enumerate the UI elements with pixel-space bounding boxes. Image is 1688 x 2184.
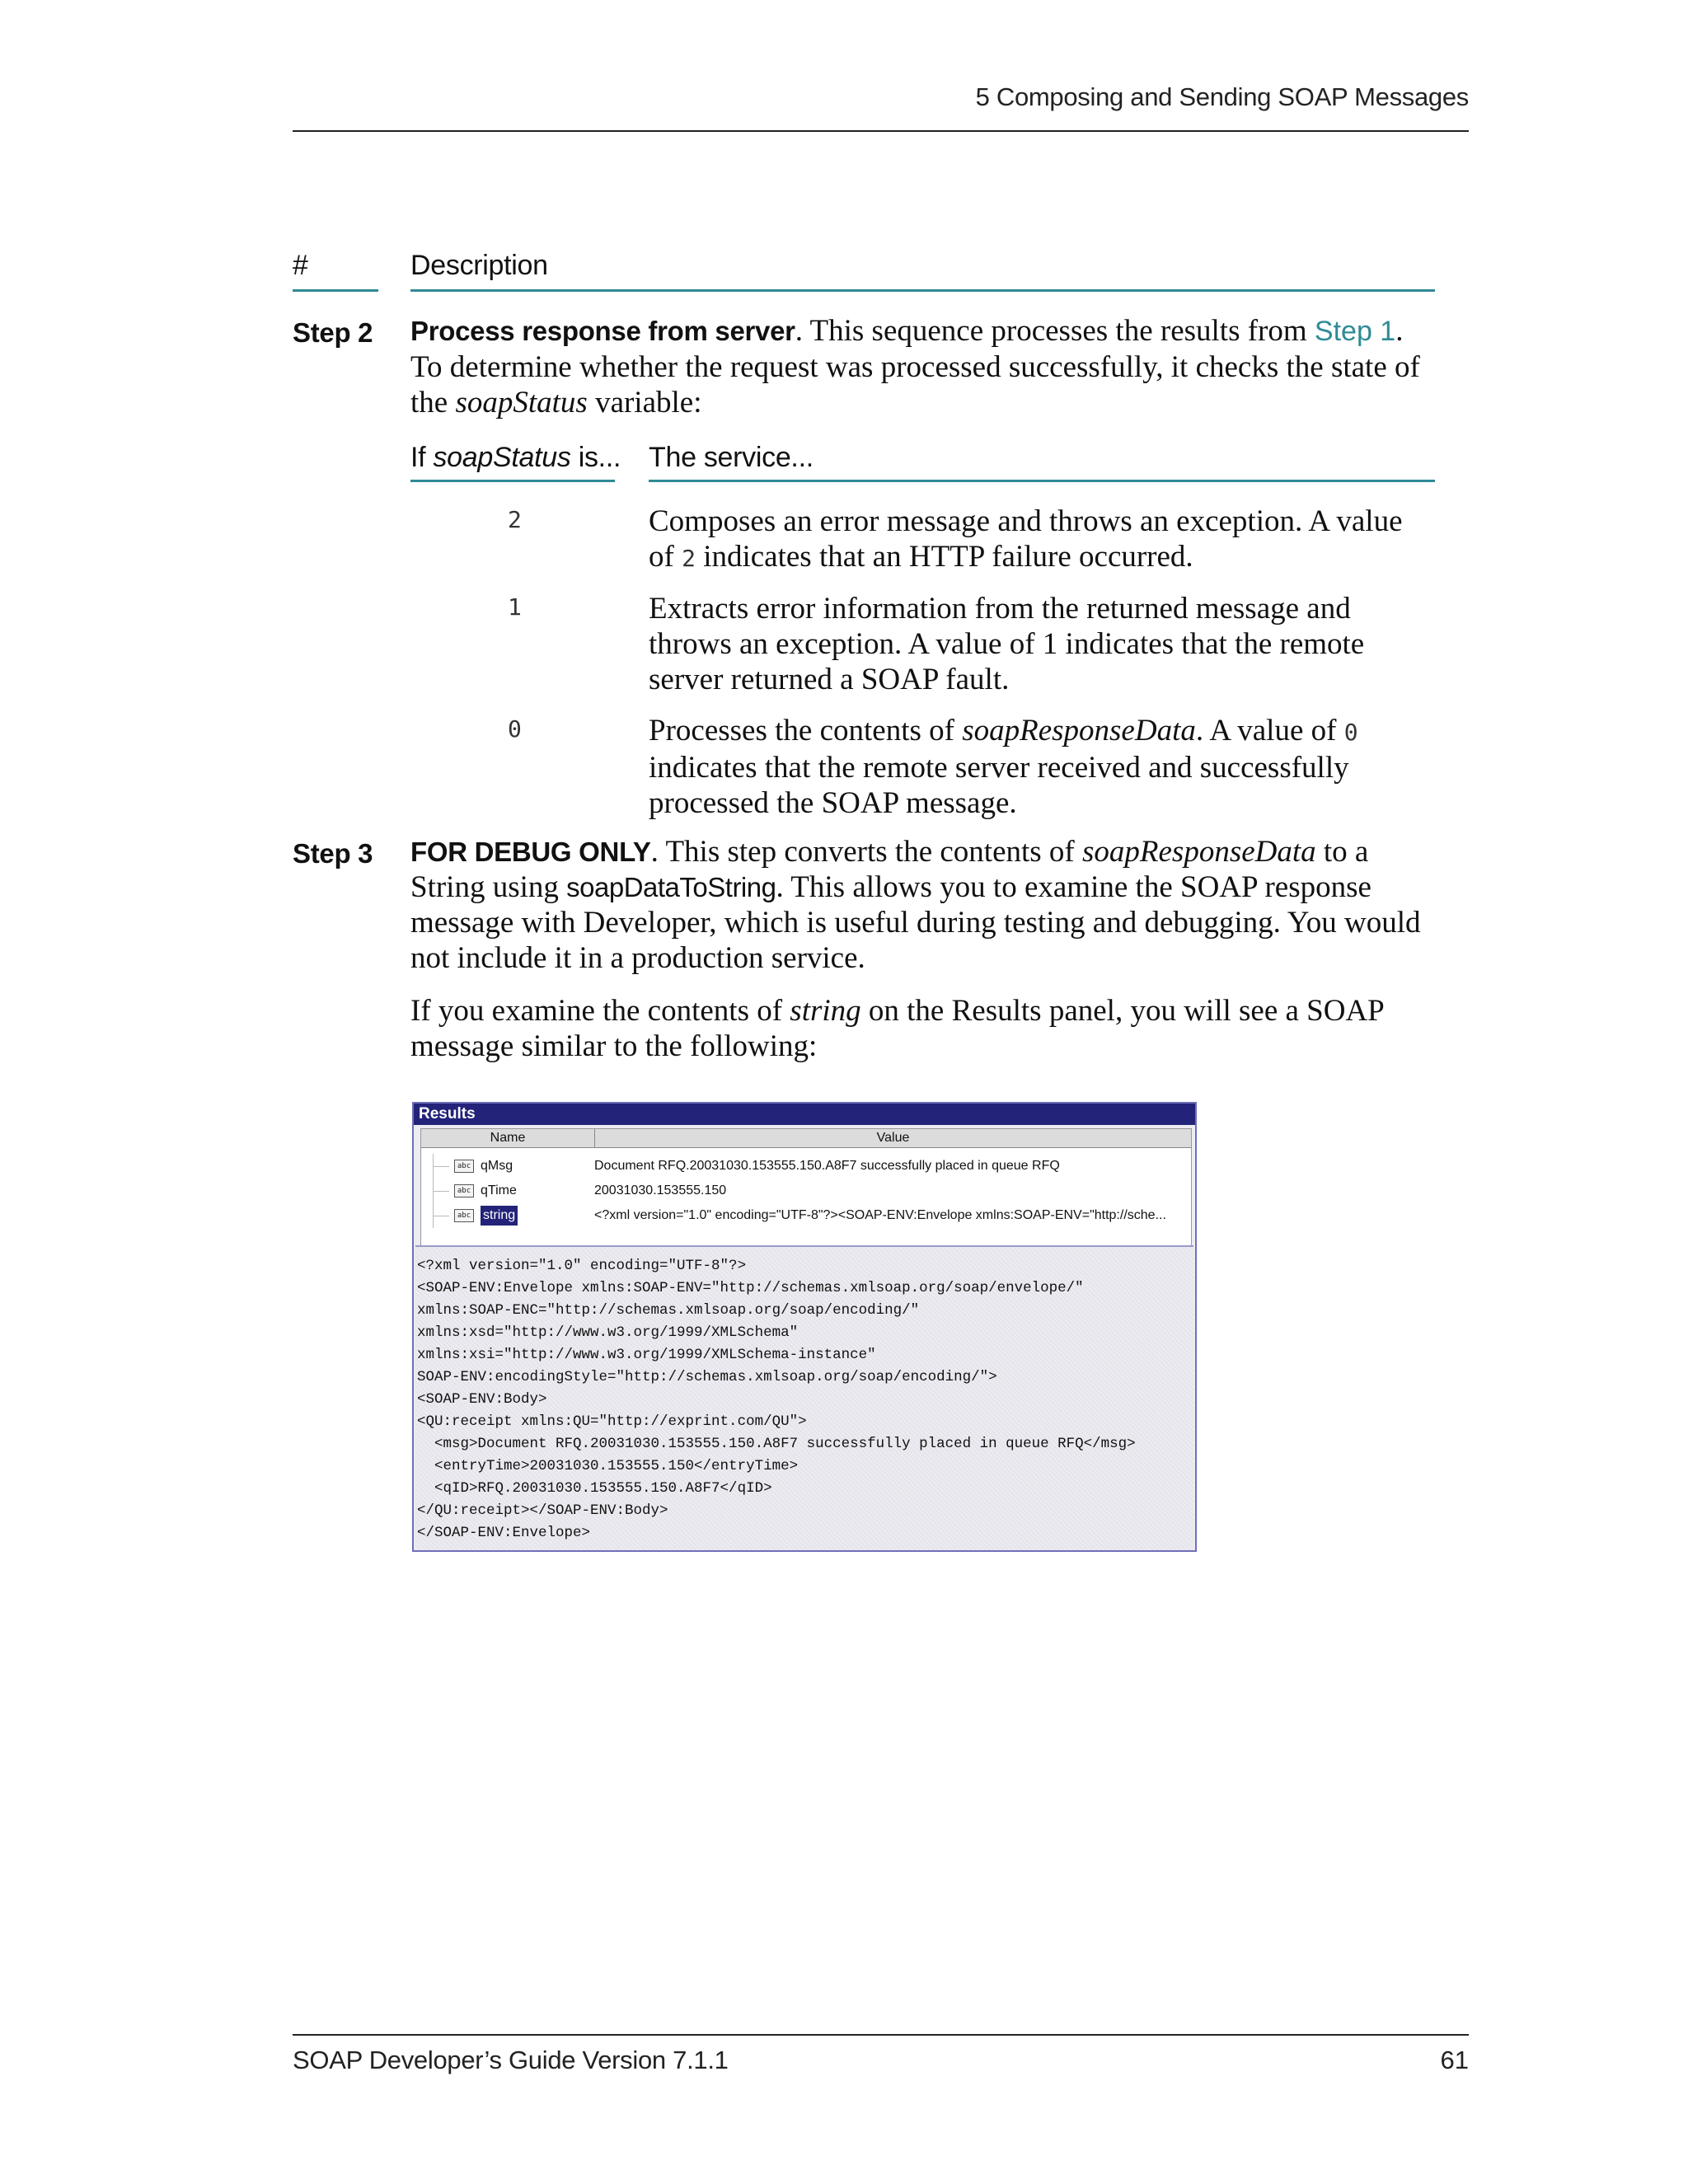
step2-var: soapStatus [455,386,588,419]
step3-p2-b: on the Results panel, you will see a SOAP message similar to the following: [410,994,1384,1063]
sub-col-if-tail: is... [570,442,621,473]
footer-rule [293,2034,1469,2036]
result-name-selected: string [481,1206,518,1226]
string-type-icon: abc [454,1209,474,1222]
sub-col-if-heading [410,442,621,474]
status-desc-0-var: soapResponseData [962,714,1196,748]
results-col-name[interactable]: Name [421,1129,595,1148]
results-table [420,1128,1192,1250]
result-name: qTime [481,1183,517,1197]
step3-text-b: to a String using [410,835,1369,904]
step1-link[interactable]: Step 1 [1314,316,1396,347]
results-row-qtime[interactable] [421,1179,1191,1203]
col-description-rule [410,289,1435,292]
col-hash-heading: # [293,250,308,281]
results-row-qmsg[interactable] [421,1154,1191,1179]
status-desc-2-code: 2 [682,545,696,572]
results-panel-title: Results [414,1104,1195,1125]
status-desc-2 [649,504,1432,576]
results-xml-text-area[interactable] [415,1245,1193,1550]
status-value-0: 0 [508,715,522,743]
sub-col-service-rule [649,480,1435,482]
step3-lead: FOR DEBUG ONLY [410,837,651,867]
step2-paragraph [410,313,1441,420]
status-desc-2-b: indicates that an HTTP failure occurred. [695,540,1193,574]
step2-text-b: . To determine whether the request was processed successfully, it checks the state of the [410,314,1420,419]
step3-p2-a: If you examine the contents of [410,994,790,1028]
step2-text-c: variable: [587,386,702,419]
running-header: 5 Composing and Sending SOAP Messages [975,82,1469,111]
sub-col-if-prefix: If [410,442,434,473]
step3-paragraph-2 [410,993,1441,1064]
status-desc-0-c: indicates that the remote server received and successfully processed the SOAP message. [649,751,1349,820]
result-value: Document RFQ.20031030.153555.150.A8F7 successfully placed in queue RFQ [594,1159,1060,1173]
step2-lead: Process response from server [410,316,795,346]
header-rule [293,130,1469,132]
col-description-heading: Description [410,250,548,281]
tree-line [433,1154,452,1179]
status-desc-1: Extracts error information from the returned message and throws an exception. A value of 1 indicates that the remote server returned a SOAP fault. [649,592,1365,696]
tree-line [433,1203,452,1228]
status-desc-0-a: Processes the contents of [649,714,963,748]
result-value: 20031030.153555.150 [594,1183,727,1197]
footer-page-number: 61 [1440,2046,1469,2074]
step2-text-a: . This sequence processes the results from [795,314,1315,348]
sub-col-if-rule [410,480,615,482]
step2-label: Step 2 [293,317,373,348]
results-row-string[interactable] [421,1203,1191,1228]
step3-p2-var: string [790,994,861,1028]
results-panel [412,1102,1197,1552]
col-hash-rule [293,289,378,292]
step3-service-name: soapDataToString [566,872,776,902]
step3-paragraph [410,834,1441,976]
step3-text-c: . This allows you to examine the SOAP response message with Developer, which is useful during testing and debugging. You would not include it in a production service. [410,870,1421,975]
results-col-value[interactable]: Value [595,1129,1191,1148]
step3-text-a: . This step converts the contents of [650,835,1082,869]
string-type-icon: abc [454,1160,474,1173]
status-value-2: 2 [508,506,522,533]
tree-line [433,1179,452,1203]
soap-xml-content: <?xml version="1.0" encoding="UTF-8"?> <SOAP-ENV:Envelope xmlns:SOAP-ENV="http://schemas.xmlsoap.org/soap/envelope/" xmlns:SOAP-ENC="http://schemas.xmlsoap.org/soap/encoding/" xmlns:xsd="http://www.w3.org/1999/XMLSchema" xmlns:xsi="http://www.w3.org/1999/XMLSchema-instance" SOAP-ENV:encodingStyle="http://schemas.xmlsoap.org/soap/encoding/"> <SOAP-ENV:Body> <QU:receipt xmlns:QU="http://exprint.com/QU"> <msg>Document RFQ.20031030.153555.150.A8F7 successfully placed in queue RFQ</msg> <entryTime>20031030.153555.150</entryTime> <qID>RFQ.20031030.153555.150.A8F7</qID> </QU:receipt></SOAP-ENV:Body> </SOAP-ENV:Envelope> [417,1258,1136,1541]
status-desc-0-code: 0 [1343,719,1358,746]
status-desc-0 [649,713,1432,821]
string-type-icon: abc [454,1184,474,1197]
status-desc-2-a: Composes an error message and throws an exception. A value of [649,504,1403,574]
result-name: qMsg [481,1159,513,1173]
step3-var: soapResponseData [1082,835,1316,869]
status-value-1: 1 [508,593,522,621]
footer-guide-title: SOAP Developer’s Guide Version 7.1.1 [293,2046,729,2074]
sub-col-if-var: soapStatus [433,442,571,473]
sub-col-service-heading: The service... [649,442,814,473]
step3-label: Step 3 [293,838,373,869]
status-desc-0-b: . A value of [1195,714,1344,748]
result-value: <?xml version="1.0" encoding="UTF-8"?><SOAP-ENV:Envelope xmlns:SOAP-ENV="http://sche... [594,1208,1166,1222]
